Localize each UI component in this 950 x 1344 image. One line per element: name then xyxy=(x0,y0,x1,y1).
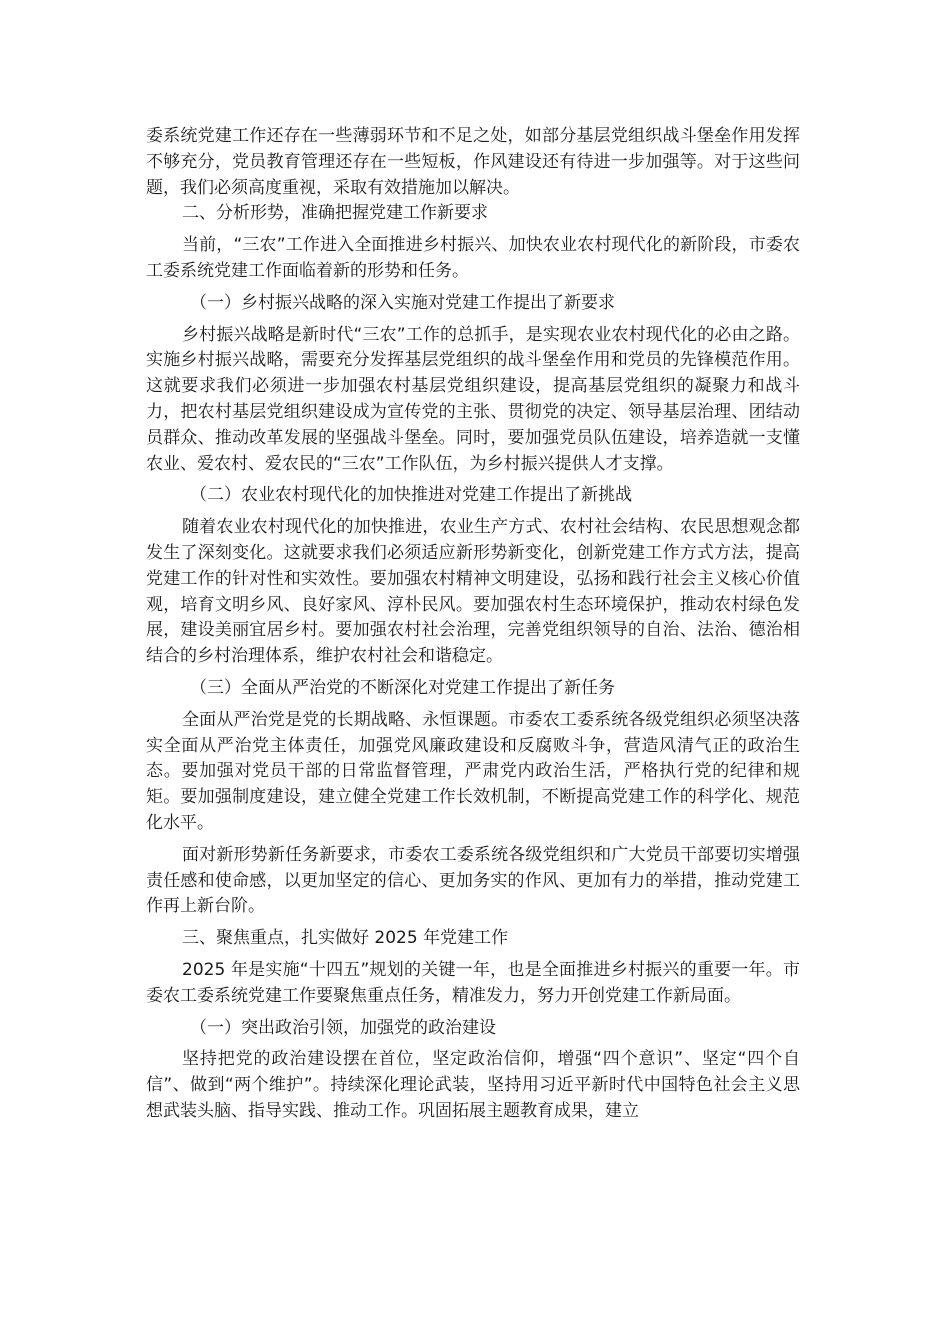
subsection-heading: （一）突出政治引领，加强党的政治建设 xyxy=(190,1017,496,1038)
body-paragraph: 全面从严治党是党的长期战略、永恒课题。市委农工委系统各级党组织必须坚决落实全面从严治党主体责任，加强党风廉政建设和反腐败斗争，营造风清气正的政治生态。要加强对党员干部的日常监督管理，严肃党内政治生活，严格执行党的纪律和规矩。要加强制度建设，建立健全党建工作长效机制，不断提高党建工作的科学化、规范化水平。 xyxy=(146,709,800,833)
subsection-heading: （一）乡村振兴战略的深入实施对党建工作提出了新要求 xyxy=(190,292,615,313)
body-paragraph: 坚持把党的政治建设摆在首位，坚定政治信仰，增强“四个意识”、坚定“四个自信”、做到“两个维护”。持续深化理论武装，坚持用习近平新时代中国特色社会主义思想武装头脑、指导实践、推动工作。巩固拓展主题教育成果，建立 xyxy=(146,1049,800,1121)
section-heading: 二、分析形势，准确把握党建工作新要求 xyxy=(182,203,488,224)
section-heading: 三、聚焦重点，扎实做好 2025 年党建工作 xyxy=(182,928,509,949)
body-paragraph: 随着农业农村现代化的加快推进，农业生产方式、农村社会结构、农民思想观念都发生了深刻变化。这就要求我们必须适应新形势新变化，创新党建工作方式方法，提高党建工作的针对性和实效性。要加强农村精神文明建设，弘扬和践行社会主义核心价值观，培育文明乡风、良好家风、淳朴民风。要加强农村生态环境保护，推动农村绿色发展，建设美丽宜居乡村。要加强农村社会治理，完善党组织领导的自治、法治、德治相结合的乡村治理体系，维护农村社会和谐稳定。 xyxy=(146,517,800,667)
subsection-heading: （三）全面从严治党的不断深化对党建工作提出了新任务 xyxy=(190,677,615,698)
body-paragraph: 2025 年是实施“十四五”规划的关键一年，也是全面推进乡村振兴的重要一年。市委农工委系统党建工作要聚焦重点任务，精准发力，努力开创党建工作新局面。 xyxy=(146,959,800,1006)
body-paragraph: 当前，“三农”工作进入全面推进乡村振兴、加快农业农村现代化的新阶段，市委农工委系统党建工作面临着新的形势和任务。 xyxy=(146,235,800,281)
body-paragraph: 乡村振兴战略是新时代“三农”工作的总抓手，是实现农业农村现代化的必由之路。实施乡村振兴战略，需要充分发挥基层党组织的战斗堡垒作用和党员的先锋模范作用。这就要求我们必须进一步加强农村基层党组织建设，提高基层党组织的凝聚力和战斗力，把农村基层党组织建设成为宣传党的主张、贯彻党的决定、领导基层治理、团结动员群众、推动改革发展的坚强战斗堡垒。同时，要加强党员队伍建设，培养造就一支懂农业、爱农村、爱农民的“三农”工作队伍，为乡村振兴提供人才支撑。 xyxy=(146,324,800,474)
body-paragraph: 委系统党建工作还存在一些薄弱环节和不足之处，如部分基层党组织战斗堡垒作用发挥不够充分，党员教育管理还存在一些短板，作风建设还有待进一步加强等。对于这些问题，我们必须高度重视，采取有效措施加以解决。 xyxy=(146,126,800,198)
subsection-heading: （二）农业农村现代化的加快推进对党建工作提出了新挑战 xyxy=(190,485,632,506)
body-paragraph: 面对新形势新任务新要求，市委农工委系统各级党组织和广大党员干部要切实增强责任感和使命感，以更加坚定的信心、更加务实的作风、更加有力的举措，推动党建工作再上新台阶。 xyxy=(146,844,800,917)
